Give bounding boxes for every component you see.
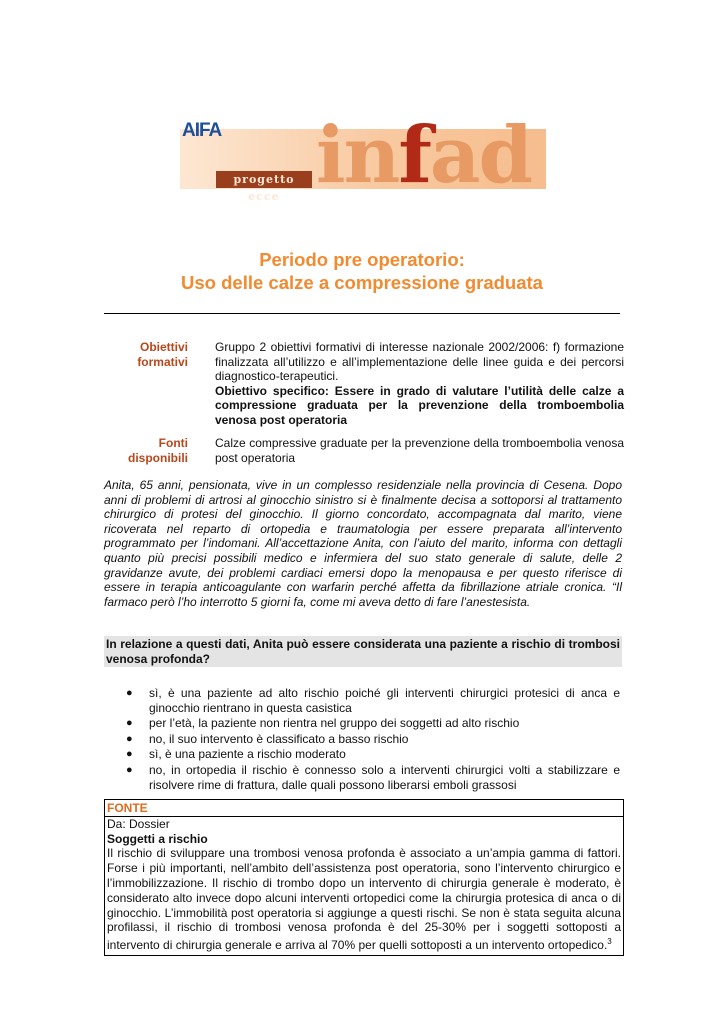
obiettivi-label-line-1: Obiettivi	[139, 340, 188, 354]
obiettivi-label	[104, 340, 188, 370]
title-line-2: Uso delle calze a compressione graduata	[181, 272, 543, 293]
fonti-text: Calze compressive graduate per la prevenzione della tromboembolia venosa post operatoria	[215, 436, 624, 465]
answer-option: ● sì, è una paziente ad alto rischio poiché gli interventi chirurgici protesici di anca e ginocchio rientrano in questa casistica	[126, 686, 620, 715]
bullet-icon: ●	[126, 717, 133, 730]
infad-wordmark	[316, 110, 531, 201]
footnote-ref: 3	[607, 937, 612, 947]
fonte-title: FONTE	[107, 801, 148, 815]
aifa-logo: AIFA	[182, 120, 222, 141]
fonte-box	[104, 799, 624, 956]
fonti-label-line-2: disponibili	[128, 451, 188, 465]
wordmark-in: in	[316, 110, 399, 201]
obiettivi-description: Gruppo 2 obiettivi formativi di interesse nazionale 2002/2006: f) formazione finalizzata all’utilizzo e all’implementazione delle linee guida e dei percorsi diagnostico-terapeutici.	[215, 340, 624, 384]
obiettivi-text	[215, 340, 624, 428]
title-divider	[104, 313, 620, 314]
bullet-icon: ●	[126, 687, 133, 699]
answer-option: ● sì, è una paziente a rischio moderato	[126, 747, 346, 762]
wordmark-f: f	[398, 110, 430, 201]
bullet-icon: ●	[126, 732, 133, 745]
answer-option: ● no, in ortopedia il rischio è connesso solo a interventi chirurgici volti a stabilizzare e risolvere rime di frattura, dalle quali possono liberarsi emboli grassosi	[126, 762, 620, 792]
case-description: Anita, 65 anni, pensionata, vive in un complesso residenziale nella provincia di Cesena. Dopo anni di problemi di artrosi al ginocchio sinistro si è finalmente decisa a sottoporsi al trattamento chirurgico di protesi del ginocchio. Il giorno concordato, accompagnata dal marito, viene ricoverata nel reparto di ortopedia e traumatologia per essere preparata all’intervento programmato per l’indomani. All’accettazione Anita, con l’aiuto del marito, informa con dettagli quanto più precisi possibili medico e infermiera del suo stato generale di salute, delle 2 gravidanze avute, dei problemi cardiaci emersi dopo la menopausa e per questo riferisce di essere in terapia anticoagulante con warfarin perché affetta da fibrillazione atriale cronica. “Il farmaco però l’ho interrotto 5 giorni fa, come mi aveva detto di fare l’anestesista.	[104, 478, 622, 609]
fonte-body: Il rischio di sviluppare una trombosi venosa profonda è associato a un’ampia gamma di fattori. Forse i più importanti, nell’ambito dell’assistenza post operatoria, sono l’intervento chirurgico e l’immobilizzazione. Il rischio di trombo dopo un intervento di chirurgia generale è moderato, è considerato alto invece dopo alcuni interventi ortopedici come la chirurgia protesica di anca o di ginocchio. L’immobilità post operatoria si aggiunge a questi rischi. Se non è stata seguita alcuna profilassi, il rischio di trombosi venosa profonda è del 25-30% per i soggetti sottoposti a intervento di chirurgia generale e arriva al 70% per quelli sottoposti a un intervento ortopedico.$^3$	[107, 846, 621, 953]
title-line-1: Periodo pre operatorio:	[259, 249, 465, 270]
obiettivi-label-line-2: formativi	[137, 355, 188, 369]
answer-option: ● per l’età, la paziente non rientra nel gruppo dei soggetti ad alto rischio	[126, 716, 520, 731]
fonte-subtitle: Soggetti a rischio	[107, 831, 208, 846]
bullet-icon: ●	[126, 748, 133, 761]
question: In relazione a questi dati, Anita può essere considerata una paziente a rischio di trombosi venosa profonda?	[106, 637, 620, 666]
infad-logo	[176, 110, 550, 204]
fonti-label	[104, 436, 188, 466]
fonti-label-line-1: Fonti	[158, 436, 188, 450]
answer-options	[124, 686, 620, 793]
fonte-source: Da: Dossier	[107, 816, 170, 831]
progetto-ecce-label: progetto ecce	[216, 171, 312, 188]
page-title	[80, 248, 644, 294]
answer-option: ● no, il suo intervento è classificato a basso rischio	[126, 731, 409, 746]
bullet-icon: ●	[126, 763, 133, 776]
wordmark-ad: ad	[429, 110, 531, 201]
obiettivo-specifico: Obiettivo specifico: Essere in grado di valutare l’utilità delle calze a compressione graduata per la prevenzione della tromboembolia venosa post operatoria	[215, 383, 624, 427]
